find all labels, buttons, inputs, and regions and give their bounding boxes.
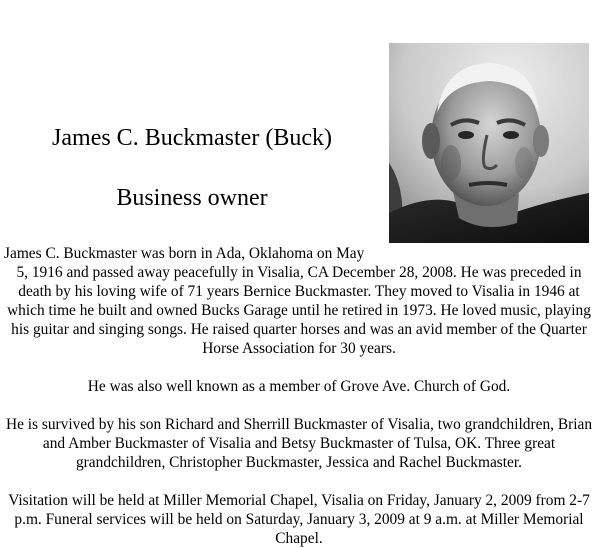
bio-paragraph xyxy=(4,244,594,358)
bio-rest: 5, 1916 and passed away peacefully in Visalia, CA December 28, 2008. He was preceded in death by his loving wife of 71 years Bernice Buckmaster. They moved to Visalia in 1946 at which time he built and owned Bucks Garage until he retired in 1973. He loved music, playing his guitar and singing songs. He raised quarter horses and was an avid member of the Quarter Horse Association for 30 years. xyxy=(7,264,591,357)
portrait-illustration xyxy=(389,43,589,243)
portrait-photo xyxy=(389,43,589,243)
survivors-paragraph: He is survived by his son Richard and Sherrill Buckmaster of Visalia, two grandchildren, Brian and Amber Buckmaster of Visalia and Betsy Buckmaster of Tulsa, OK. Three great grandchildren, Christopher Buckmaster, Jessica and Rachel Buckmaster. xyxy=(5,416,593,471)
bio-first-line: James C. Buckmaster was born in Ada, Oklahoma on May xyxy=(4,245,365,262)
services-paragraph: Visitation will be held at Miller Memorial Chapel, Visalia on Friday, January 2, 2009 from 2-7 p.m. Funeral services will be held on Saturday, January 3, 2009 at 9 a.m. at Miller Memorial Chapel. xyxy=(8,492,590,547)
church-paragraph: He was also well known as a member of Grove Ave. Church of God. xyxy=(87,378,511,395)
obituary-occupation-heading: Business owner xyxy=(116,185,268,211)
obituary-body xyxy=(4,244,594,548)
obituary-name-heading: James C. Buckmaster (Buck) xyxy=(52,125,332,151)
